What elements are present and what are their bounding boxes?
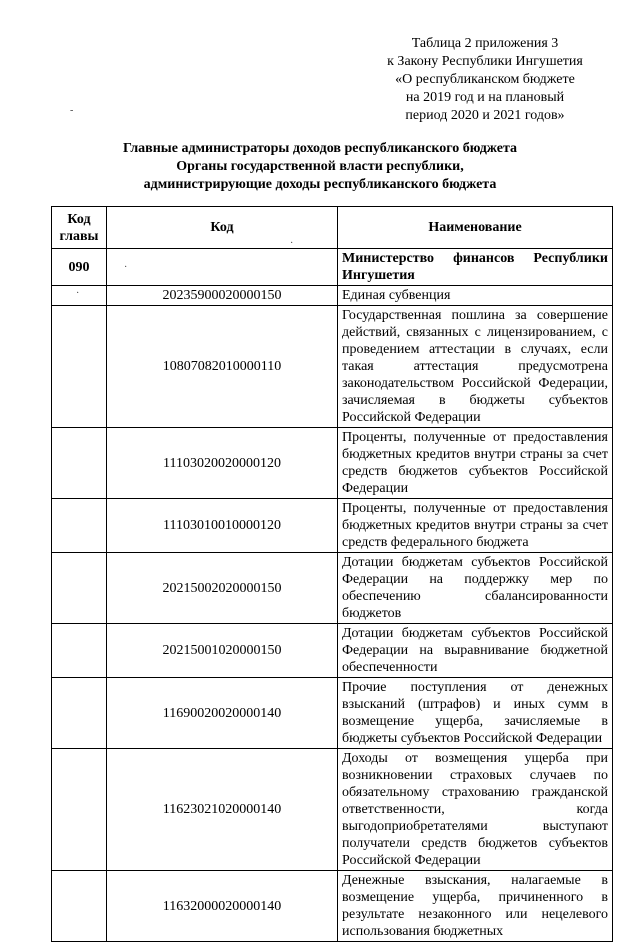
title-line: администрирующие доходы республиканского бюджета — [143, 177, 497, 192]
chapter-code-cell — [52, 306, 107, 428]
scan-speck: · — [124, 262, 128, 273]
chapter-code-cell — [52, 871, 107, 942]
chapter-code-cell — [52, 624, 107, 678]
table-row — [52, 678, 613, 749]
revenue-code-cell: 20235900020000150 — [107, 286, 338, 306]
table-row — [52, 499, 613, 553]
table-row — [52, 553, 613, 624]
header-line: Таблица 2 приложения 3 — [411, 36, 559, 51]
revenue-code-cell: 11690020020000140 — [107, 678, 338, 749]
revenue-name-cell: Единая субвенция — [338, 286, 613, 306]
appendix-header — [340, 35, 630, 125]
revenue-name-cell: Государственная пошлина за совершение действий, связанных с лицензированием, с проведением аттестации в случаях, если такая аттестация предусмотрена законодательством Российской Федерации, зачисляемая в бюджеты субъектов Российской Федерации — [338, 306, 613, 428]
revenue-code-cell: 20215001020000150 — [107, 624, 338, 678]
header-line: на 2019 год и на плановый — [405, 90, 565, 105]
revenue-name-cell: Денежные взыскания, налагаемые в возмещение ущерба, причиненного в результате незаконного или нецелевого использования бюджетных — [338, 871, 613, 942]
title-line: Главные администраторы доходов республиканского бюджета — [122, 141, 518, 156]
title-line: Органы государственной власти республики, — [176, 159, 464, 174]
revenue-name-cell: Прочие поступления от денежных взысканий (штрафов) и иных сумм в возмещение ущерба, зачисляемые в бюджеты субъектов Российской Федерации — [338, 678, 613, 749]
revenue-name-cell: Министерство финансов Республики Ингушетия — [338, 249, 613, 286]
revenue-code-cell: 10807082010000110 — [107, 306, 338, 428]
revenue-code-cell: 11632000020000140 — [107, 871, 338, 942]
scan-speck: - — [70, 105, 74, 116]
table-row — [52, 286, 613, 306]
header-cell-name: Наименование — [338, 207, 613, 249]
header-line: «О республиканском бюджете — [395, 72, 575, 87]
table-row — [52, 306, 613, 428]
chapter-code-cell — [52, 428, 107, 499]
table-row — [52, 249, 613, 286]
revenue-name-cell: Проценты, полученные от предоставления бюджетных кредитов внутри страны за счет средств федерального бюджета — [338, 499, 613, 553]
revenue-code-cell: 11623021020000140 — [107, 749, 338, 871]
document-title — [0, 140, 640, 194]
table-row — [52, 871, 613, 942]
revenue-name-cell: Проценты, полученные от предоставления бюджетных кредитов внутри страны за счет средств бюджетов субъектов Российской Федерации — [338, 428, 613, 499]
revenue-code-cell: 20215002020000150 — [107, 553, 338, 624]
revenue-name-cell: Дотации бюджетам субъектов Российской Федерации на выравнивание бюджетной обеспеченности — [338, 624, 613, 678]
revenue-name-cell: Дотации бюджетам субъектов Российской Федерации на поддержку мер по обеспечению сбалансированности бюджетов — [338, 553, 613, 624]
revenue-administrators-table — [51, 206, 613, 942]
revenue-name-cell: Доходы от возмещения ущерба при возникновении страховых случаев по обязательному страхованию гражданской ответственности, когда выгодоприобретателями выступают получатели средств бюджетов субъектов Российской Федерации — [338, 749, 613, 871]
chapter-code-cell: 090 — [52, 249, 107, 286]
chapter-code-cell — [52, 678, 107, 749]
scan-speck: · — [290, 238, 294, 249]
table-header-row — [52, 207, 613, 249]
header-cell-code: Код — [107, 207, 338, 249]
scan-speck: · — [76, 288, 80, 299]
revenue-code-cell — [107, 249, 338, 286]
table-row — [52, 428, 613, 499]
chapter-code-cell — [52, 749, 107, 871]
header-cell-chapter-code: Код главы — [52, 207, 107, 249]
table-row — [52, 749, 613, 871]
table-row — [52, 624, 613, 678]
header-line: период 2020 и 2021 годов» — [405, 108, 565, 123]
chapter-code-cell — [52, 553, 107, 624]
header-line: к Закону Республики Ингушетия — [387, 54, 583, 69]
revenue-code-cell: 11103010010000120 — [107, 499, 338, 553]
chapter-code-cell — [52, 499, 107, 553]
revenue-code-cell: 11103020020000120 — [107, 428, 338, 499]
